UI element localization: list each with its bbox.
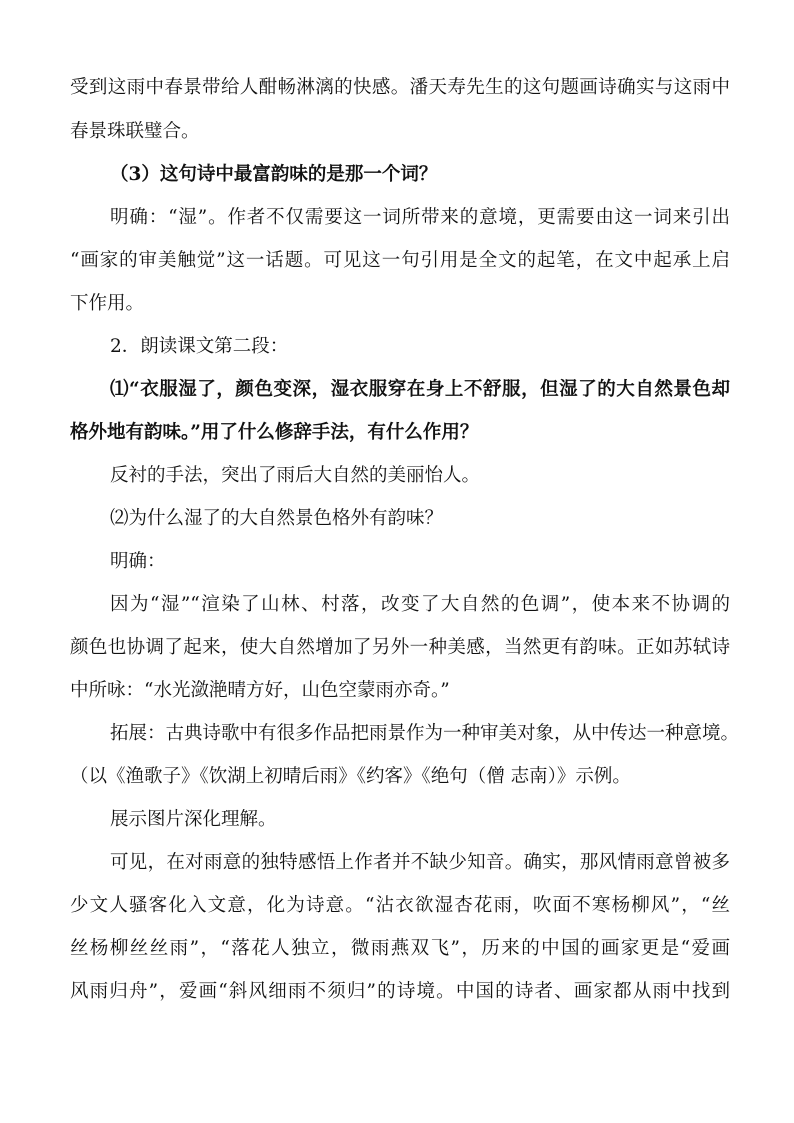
paragraph-line: 受到这雨中春景带给人酣畅淋漓的快感。潘天寿先生的这句题画诗确实与这雨中 [70, 77, 730, 98]
paragraph-line: 明确： [110, 551, 166, 572]
paragraph-line: 颜色也协调了起来，使大自然增加了另外一种美感，当然更有韵味。正如苏轼诗 [70, 637, 730, 658]
question-heading: 格外地有韵味。”用了什么修辞手法，有什么作用？ [70, 422, 479, 443]
paragraph-line: 反衬的手法，突出了雨后大自然的美丽怡人。 [110, 465, 481, 486]
question-line: ⑵为什么湿了的大自然景色格外有韵味？ [110, 508, 444, 529]
paragraph-line: 因为“湿”“渲染了山林、村落，改变了大自然的色调”，使本来不协调的 [110, 594, 730, 615]
paragraph-line: （以《渔歌子》《饮湖上初晴后雨》《约客》《绝句（僧 志南）》示例。 [70, 766, 631, 787]
paragraph-line: 展示图片深化理解。 [110, 809, 277, 830]
paragraph-line: 春景珠联璧合。 [70, 121, 200, 142]
paragraph-line: 中所咏：“水光潋滟晴方好，山色空蒙雨亦奇。” [70, 680, 450, 701]
paragraph-line: “画家的审美触觉”这一话题。可见这一句引用是全文的起笔，在文中起承上启 [70, 250, 730, 271]
paragraph-line: 下作用。 [70, 293, 145, 314]
paragraph-line: 风雨归舟”，爱画“斜风细雨不须归”的诗境。中国的诗者、画家都从雨中找到 [70, 981, 730, 1002]
paragraph-line: 丝杨柳丝丝雨”，“落花人独立，微雨燕双飞”，历来的中国的画家更是“爱画 [70, 938, 730, 959]
paragraph-line: 拓展：古典诗歌中有很多作品把雨景作为一种审美对象，从中传达一种意境。 [110, 723, 740, 744]
paragraph-line: 少文人骚客化入文意，化为诗意。“沾衣欲湿杏花雨，吹面不寒杨柳风”，“丝 [70, 895, 730, 916]
section-heading: 2．朗读课文第二段： [110, 336, 289, 357]
question-heading: ⑴“衣服湿了，颜色变深，湿衣服穿在身上不舒服，但湿了的大自然景色却 [110, 379, 730, 400]
question-heading: （3）这句诗中最富韵味的是那一个词？ [110, 164, 438, 185]
paragraph-line: 明确：“湿”。作者不仅需要这一词所带来的意境，更需要由这一词来引出 [110, 207, 730, 228]
paragraph-line: 可见，在对雨意的独特感悟上作者并不缺少知音。确实，那风情雨意曾被多 [110, 852, 730, 873]
